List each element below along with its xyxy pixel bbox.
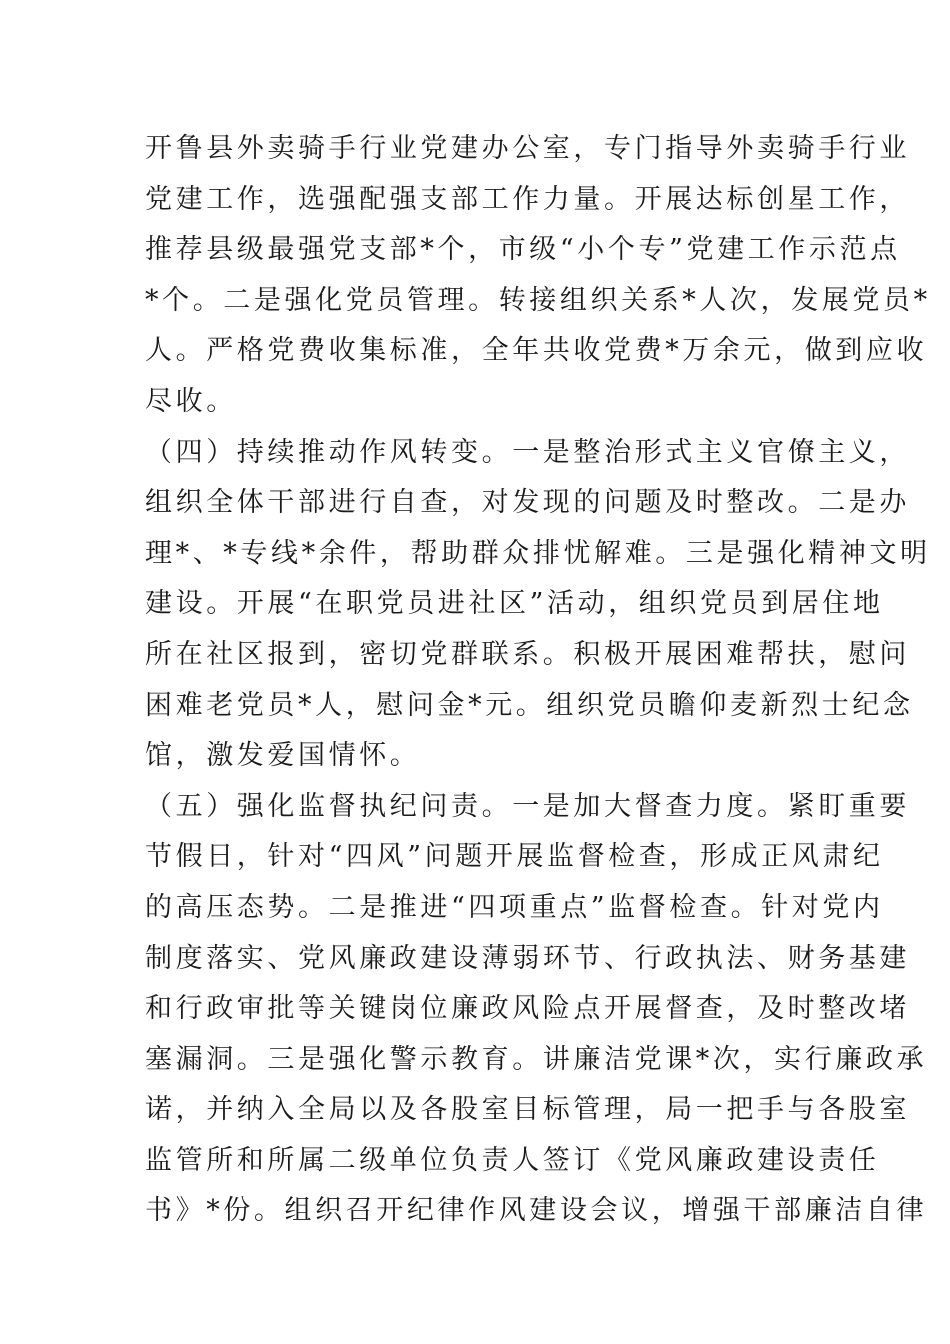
text-line: 所在社区报到，密切党群联系。积极开展困难帮扶，慰问: [145, 638, 910, 670]
text-line: 开鲁县外卖骑手行业党建办公室，专门指导外卖骑手行业: [145, 133, 910, 164]
text-line: 党建工作，选强配强支部工作力量。开展达标创星工作，: [145, 183, 910, 215]
text-line: 书》*份。组织召开纪律作风建设会议，增强干部廉洁自律: [145, 1195, 928, 1227]
section-heading-5: （五）强化监督执纪问责。一是加大督查力度。紧盯重要: [145, 790, 910, 822]
text-line: *个。二是强化党员管理。转接组织关系*人次，发展党员*: [145, 284, 931, 316]
text-line: 困难老党员*人，慰问金*元。组织党员瞻仰麦新烈士纪念: [145, 689, 914, 721]
text-line: 理*、*专线*余件，帮助群众排忧解难。三是强化精神文明: [145, 537, 931, 569]
section-heading-4: （四）持续推动作风转变。一是整治形式主义官僚主义，: [145, 436, 910, 468]
text-line: 的高压态势。二是推进“四项重点”监督检查。针对党内: [145, 891, 884, 923]
text-line: 节假日，针对“四风”问题开展监督检查，形成正风肃纪: [145, 841, 884, 873]
text-line: 组织全体干部进行自查，对发现的问题及时整改。二是办: [145, 487, 910, 519]
text-line: 制度落实、党风廉政建设薄弱环节、行政执法、财务基建: [145, 942, 910, 974]
text-line: 尽收。: [145, 385, 237, 417]
text-line: 人。严格党费收集标准，全年共收党费*万余元，做到应收: [145, 335, 928, 367]
text-line: 监管所和所属二级单位负责人签订《党风廉政建设责任: [145, 1144, 880, 1176]
text-line: 推荐县级最强党支部*个，市级“小个专”党建工作示范点: [145, 234, 901, 266]
text-line: 和行政审批等关键岗位廉政风险点开展督查，及时整改堵: [145, 993, 910, 1025]
text-line: 建设。开展“在职党员进社区”活动，组织党员到居住地: [145, 588, 884, 620]
text-line: 诺，并纳入全局以及各股室目标管理，局一把手与各股室: [145, 1094, 910, 1126]
text-line: 塞漏洞。三是强化警示教育。讲廉洁党课*次，实行廉政承: [145, 1043, 928, 1075]
text-line: 馆，激发爱国情怀。: [145, 740, 421, 772]
body-text: [145, 124, 931, 1237]
